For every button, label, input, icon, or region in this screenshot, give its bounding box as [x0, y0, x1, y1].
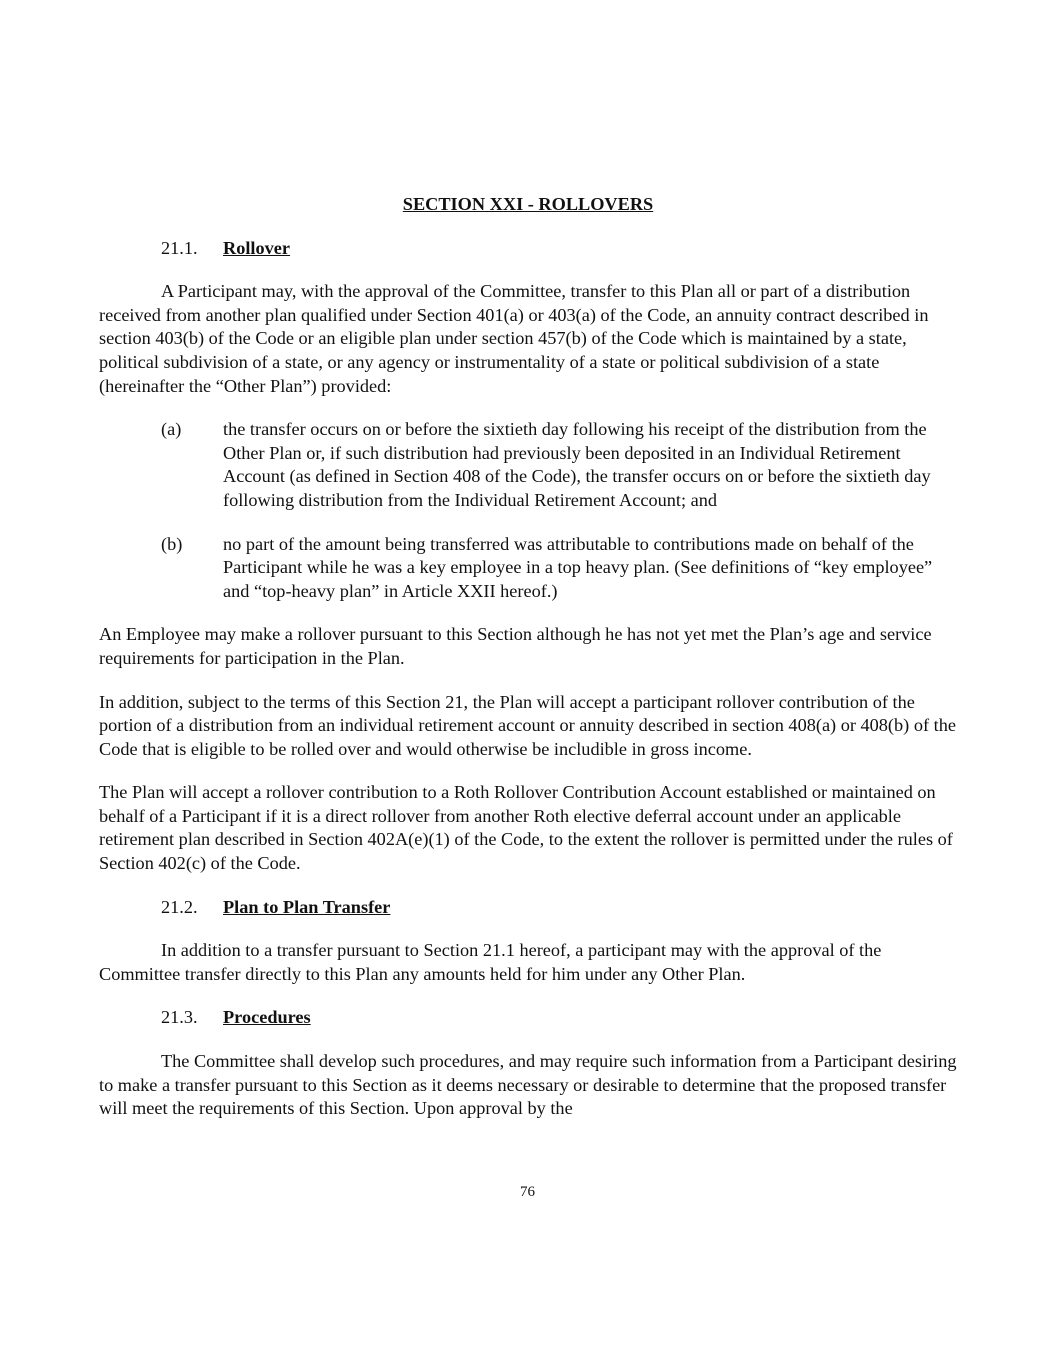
document-body — [99, 193, 957, 1141]
condition-text: the transfer occurs on or before the sixtieth day following his receipt of the distribution from the Other Plan or, if such distribution had previously been deposited in an Individual Retirement Account (as defined in Section 408 of the Code), the transfer occurs on or before the sixtieth day following distribution from the Individual Retirement Account; and — [223, 419, 931, 510]
employee-rollover-paragraph: An Employee may make a rollover pursuant to this Section although he has not yet met the Plan’s age and service requirements for participation in the Plan. — [99, 624, 932, 668]
subsection-heading-procedures — [161, 1006, 957, 1030]
subsection-title: Plan to Plan Transfer — [223, 896, 391, 917]
subsection-number: 21.1. — [161, 237, 198, 258]
subsection-number: 21.3. — [161, 1007, 198, 1028]
rollover-intro-paragraph: A Participant may, with the approval of the Committee, transfer to this Plan all or part of a distribution received from another plan qualified under Section 401(a) or 403(a) of the Code, an annuity contract described in section 403(b) of the Code or an eligible plan under section 457(b) of the Code which is maintained by a state, political subdivision of a state, or any agency or instrumentality of a state or political subdivision of a state (hereinafter the “Other Plan”) provided: — [99, 281, 929, 396]
page-number: 76 — [520, 1184, 535, 1200]
section-title: SECTION XXI - ROLLOVERS — [402, 194, 654, 214]
condition-item-a — [99, 418, 957, 512]
subsection-title: Procedures — [223, 1007, 311, 1028]
roth-rollover-paragraph: The Plan will accept a rollover contribution to a Roth Rollover Contribution Account established or maintained on behalf of a Participant if it is a direct rollover from another Roth elective deferral account under an applicable retirement plan described in Section 402A(e)(1) of the Code, to the extent the rollover is permitted under the rules of Section 402(c) of the Code. — [99, 782, 953, 874]
plan-transfer-paragraph: In addition to a transfer pursuant to Section 21.1 hereof, a participant may with the approval of the Committee transfer directly to this Plan any amounts held for him under any Other Plan. — [99, 940, 882, 984]
subsection-heading-rollover — [161, 237, 957, 261]
subsection-heading-plan-transfer — [161, 896, 957, 920]
condition-item-b — [99, 533, 957, 604]
subsection-title: Rollover — [223, 237, 291, 258]
condition-text: no part of the amount being transferred was attributable to contributions made on behalf of the Participant while he was a key employee in a top heavy plan. (See definitions of “key employee” and “top-heavy plan” in Article XXII hereof.) — [223, 533, 933, 601]
condition-marker: (a) — [161, 419, 182, 440]
procedures-paragraph: The Committee shall develop such procedures, and may require such information from a Participant desiring to make a transfer pursuant to this Section as it deems necessary or desirable to determine that the proposed transfer will meet the requirements of this Section. Upon approval by the — [99, 1051, 957, 1119]
ira-rollover-paragraph: In addition, subject to the terms of this Section 21, the Plan will accept a participant rollover contribution of the portion of a distribution from an individual retirement account or annuity described in section 408(a) or 408(b) of the Code that is eligible to be rolled over and would otherwise be includible in gross income. — [99, 691, 956, 759]
subsection-number: 21.2. — [161, 896, 198, 917]
condition-marker: (b) — [161, 533, 183, 554]
